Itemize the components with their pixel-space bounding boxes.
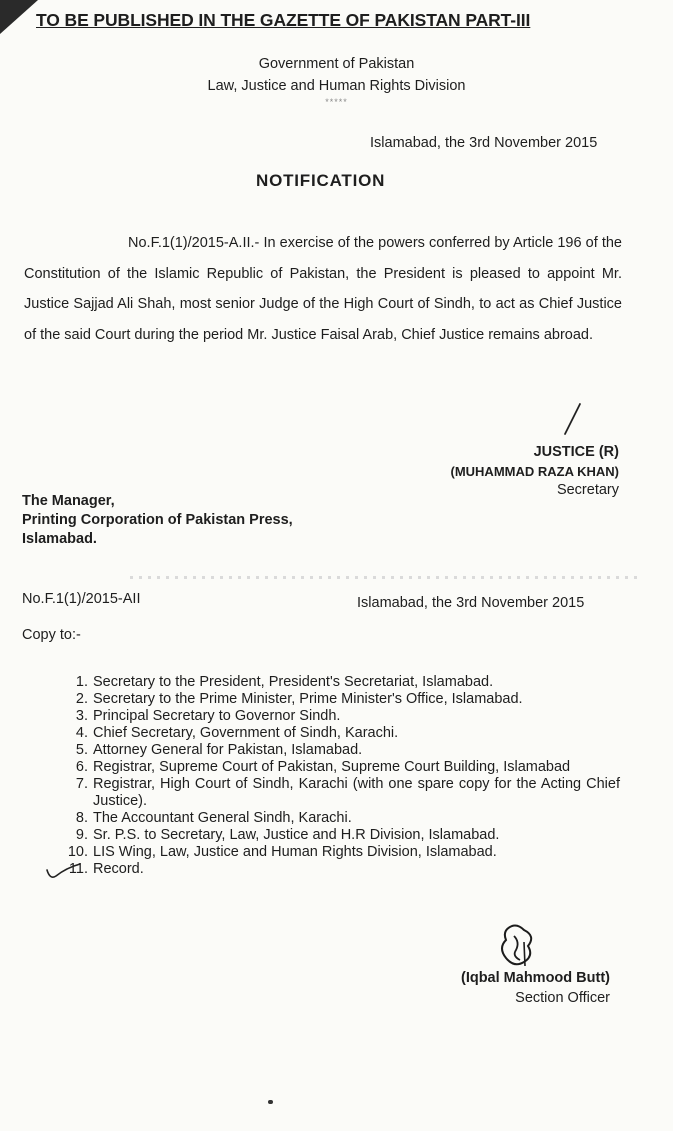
handwritten-tick-mark (44, 862, 84, 884)
list-item: 2. Secretary to the Prime Minister, Prime Minister's Office, Islamabad. (75, 691, 523, 707)
list-item: 4. Chief Secretary, Government of Sindh, Karachi. (75, 725, 399, 741)
signatory-title: JUSTICE (R) (533, 444, 619, 460)
copy-list (60, 674, 620, 878)
reference-number: No.F.1(1)/2015-AII (22, 591, 141, 607)
copy-date: Islamabad, the 3rd November 2015 (357, 595, 585, 611)
list-item: 3. Principal Secretary to Governor Sindh. (75, 708, 341, 724)
section-officer-block (461, 968, 610, 1008)
scan-dot (268, 1100, 273, 1104)
notification-body (24, 228, 622, 350)
signatory-block (451, 443, 620, 500)
addressee-line3: Islamabad. (22, 531, 97, 547)
list-item: 10. LIS Wing, Law, Justice and Human Rights Division, Islamabad. (67, 844, 497, 860)
issue-date: Islamabad, the 3rd November 2015 (370, 135, 598, 151)
notification-title: NOTIFICATION (256, 171, 386, 190)
list-item: 9. Sr. P.S. to Secretary, Law, Justice and H.R Division, Islamabad. (75, 827, 500, 843)
notification-body-text: No.F.1(1)/2015-A.II.- In exercise of the powers conferred by Article 196 of the Constitution of the Islamic Republic of Pakistan, the President is pleased to appoint Mr. Justice Sajjad Ali Shah, most senior Judge of the High Court of Sindh, to act as Chief Justice of the said Court during the period Mr. Justice Faisal Arab, Chief Justice remains abroad. (24, 235, 622, 343)
list-item: 1. Secretary to the President, President's Secretariat, Islamabad. (75, 674, 494, 690)
division-name: Law, Justice and Human Rights Division (207, 78, 466, 94)
list-item: 7. Registrar, High Court of Sindh, Karachi (with one spare copy for the Acting Chief Justice). (75, 776, 620, 809)
addressee-block (22, 492, 293, 549)
list-item: 11. Record. (68, 861, 144, 877)
addressee-line1: The Manager, (22, 493, 115, 509)
list-item: 5. Attorney General for Pakistan, Islamabad. (75, 742, 363, 758)
government-name: Government of Pakistan (258, 56, 415, 72)
gazette-heading: TO BE PUBLISHED IN THE GAZETTE OF PAKISTAN PART-III (36, 10, 531, 30)
copy-to-label: Copy to:- (22, 627, 81, 643)
section-officer-designation: Section Officer (515, 990, 610, 1006)
section-officer-name: (Iqbal Mahmood Butt) (460, 970, 610, 986)
list-item: 6. Registrar, Supreme Court of Pakistan, Supreme Court Building, Islamabad (75, 759, 571, 775)
section-officer-signature (494, 922, 540, 972)
signatory-designation: Secretary (556, 482, 619, 498)
addressee-line2: Printing Corporation of Pakistan Press, (22, 512, 293, 528)
list-item: 8. The Accountant General Sindh, Karachi. (75, 810, 352, 826)
scan-smudge (130, 576, 640, 579)
header-stars: ***** (325, 97, 348, 107)
signatory-name: (MUHAMMAD RAZA KHAN) (450, 464, 619, 479)
signature-mark (560, 402, 584, 436)
